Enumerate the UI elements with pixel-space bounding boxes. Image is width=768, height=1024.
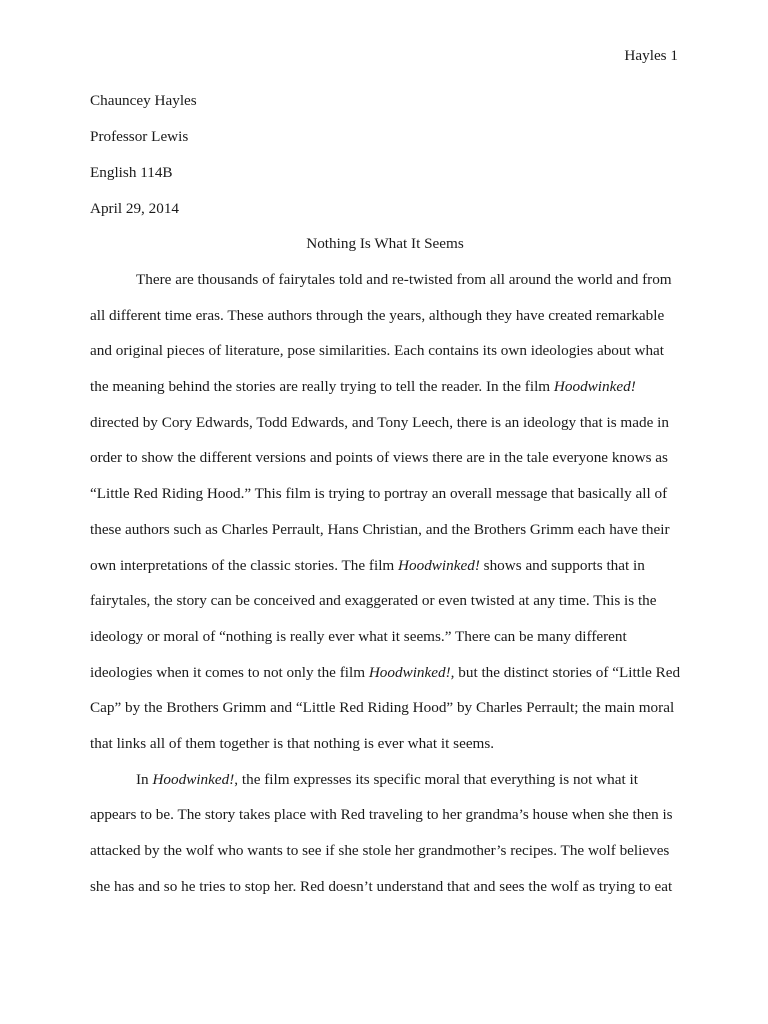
italic-title-text: Hoodwinked!, <box>368 663 455 681</box>
body-line <box>90 520 680 556</box>
body-text-run: all different time eras. These authors through the years, although they have created remarkable <box>90 306 665 324</box>
body-line <box>90 306 680 342</box>
body-text-run: order to show the different versions and points of views there are in the tale everyone knows as <box>90 449 668 467</box>
body-text-run: attacked by the wolf who wants to see if she stole her grandmother’s recipes. The wolf believes <box>90 842 670 859</box>
body-line <box>90 734 680 770</box>
body-text-run: these authors such as Charles Perrault, Hans Christian, and the Brothers Grimm each have their <box>90 520 670 538</box>
body-line <box>90 770 680 806</box>
body-text-run: she has and so he tries to stop her. Red doesn’t understand that and sees the wolf as trying to eat <box>90 877 673 895</box>
essay-title: Nothing Is What It Seems <box>306 235 464 252</box>
body-line <box>90 805 680 841</box>
body-line <box>90 591 680 627</box>
body-line <box>90 663 680 699</box>
body-line <box>90 413 680 449</box>
body-line <box>90 484 680 520</box>
body-line <box>90 377 680 413</box>
body-text-run: , the film expresses its specific moral that everything is not what it <box>234 770 638 788</box>
body-text-run: fairytales, the story can be conceived and exaggerated or even twisted at any time. This is the <box>90 592 657 610</box>
body-text-run: and original pieces of literature, pose similarities. Each contains its own ideologies about what <box>90 342 665 360</box>
author-name: Chauncey Hayles <box>90 92 197 109</box>
body-text-run: “Little Red Riding Hood.” This film is trying to portray an overall message that basically all of <box>90 485 668 503</box>
body-text-run: Cap” by the Brothers Grimm and “Little Red Riding Hood” by Charles Perrault; the main moral <box>90 699 675 717</box>
body-text-run: ideology or moral of “nothing is really ever what it seems.” There can be many different <box>90 627 627 645</box>
course-name: English 114B <box>90 164 173 181</box>
body-text-run: own interpretations of the classic stories. The film <box>90 556 399 574</box>
page-number-header: Hayles 1 <box>624 47 678 64</box>
body-line <box>90 270 680 306</box>
body-line <box>90 448 680 484</box>
essay-body <box>90 270 680 912</box>
body-line <box>90 698 680 734</box>
italic-title-text: Hoodwinked! <box>398 556 480 574</box>
body-text-run: ideologies when it comes to not only the film <box>90 663 369 681</box>
body-line <box>90 341 680 377</box>
body-text-run: shows and supports that in <box>479 556 645 574</box>
italic-title-text: Hoodwinked! <box>152 770 235 788</box>
professor-name: Professor Lewis <box>90 128 189 145</box>
body-text-run: directed by Cory Edwards, Todd Edwards, and Tony Leech, there is an ideology that is made in <box>90 413 669 431</box>
italic-title-text: Hoodwinked! <box>553 378 636 396</box>
body-text-run: but the distinct stories of “Little Red <box>454 663 681 681</box>
body-line <box>90 841 680 877</box>
body-line <box>90 877 680 913</box>
body-text-run: the meaning behind the stories are really trying to tell the reader. In the film <box>90 378 554 396</box>
body-text-run: There are thousands of fairytales told and re-twisted from all around the world and from <box>136 271 672 288</box>
body-line <box>90 627 680 663</box>
essay-date: April 29, 2014 <box>90 200 180 217</box>
body-line <box>90 556 680 592</box>
body-text-run: In <box>136 770 153 788</box>
body-text-run: appears to be. The story takes place with Red traveling to her grandma’s house when she then is <box>90 806 673 824</box>
body-text-run: that links all of them together is that nothing is ever what it seems. <box>90 734 495 752</box>
mla-heading <box>90 91 680 235</box>
